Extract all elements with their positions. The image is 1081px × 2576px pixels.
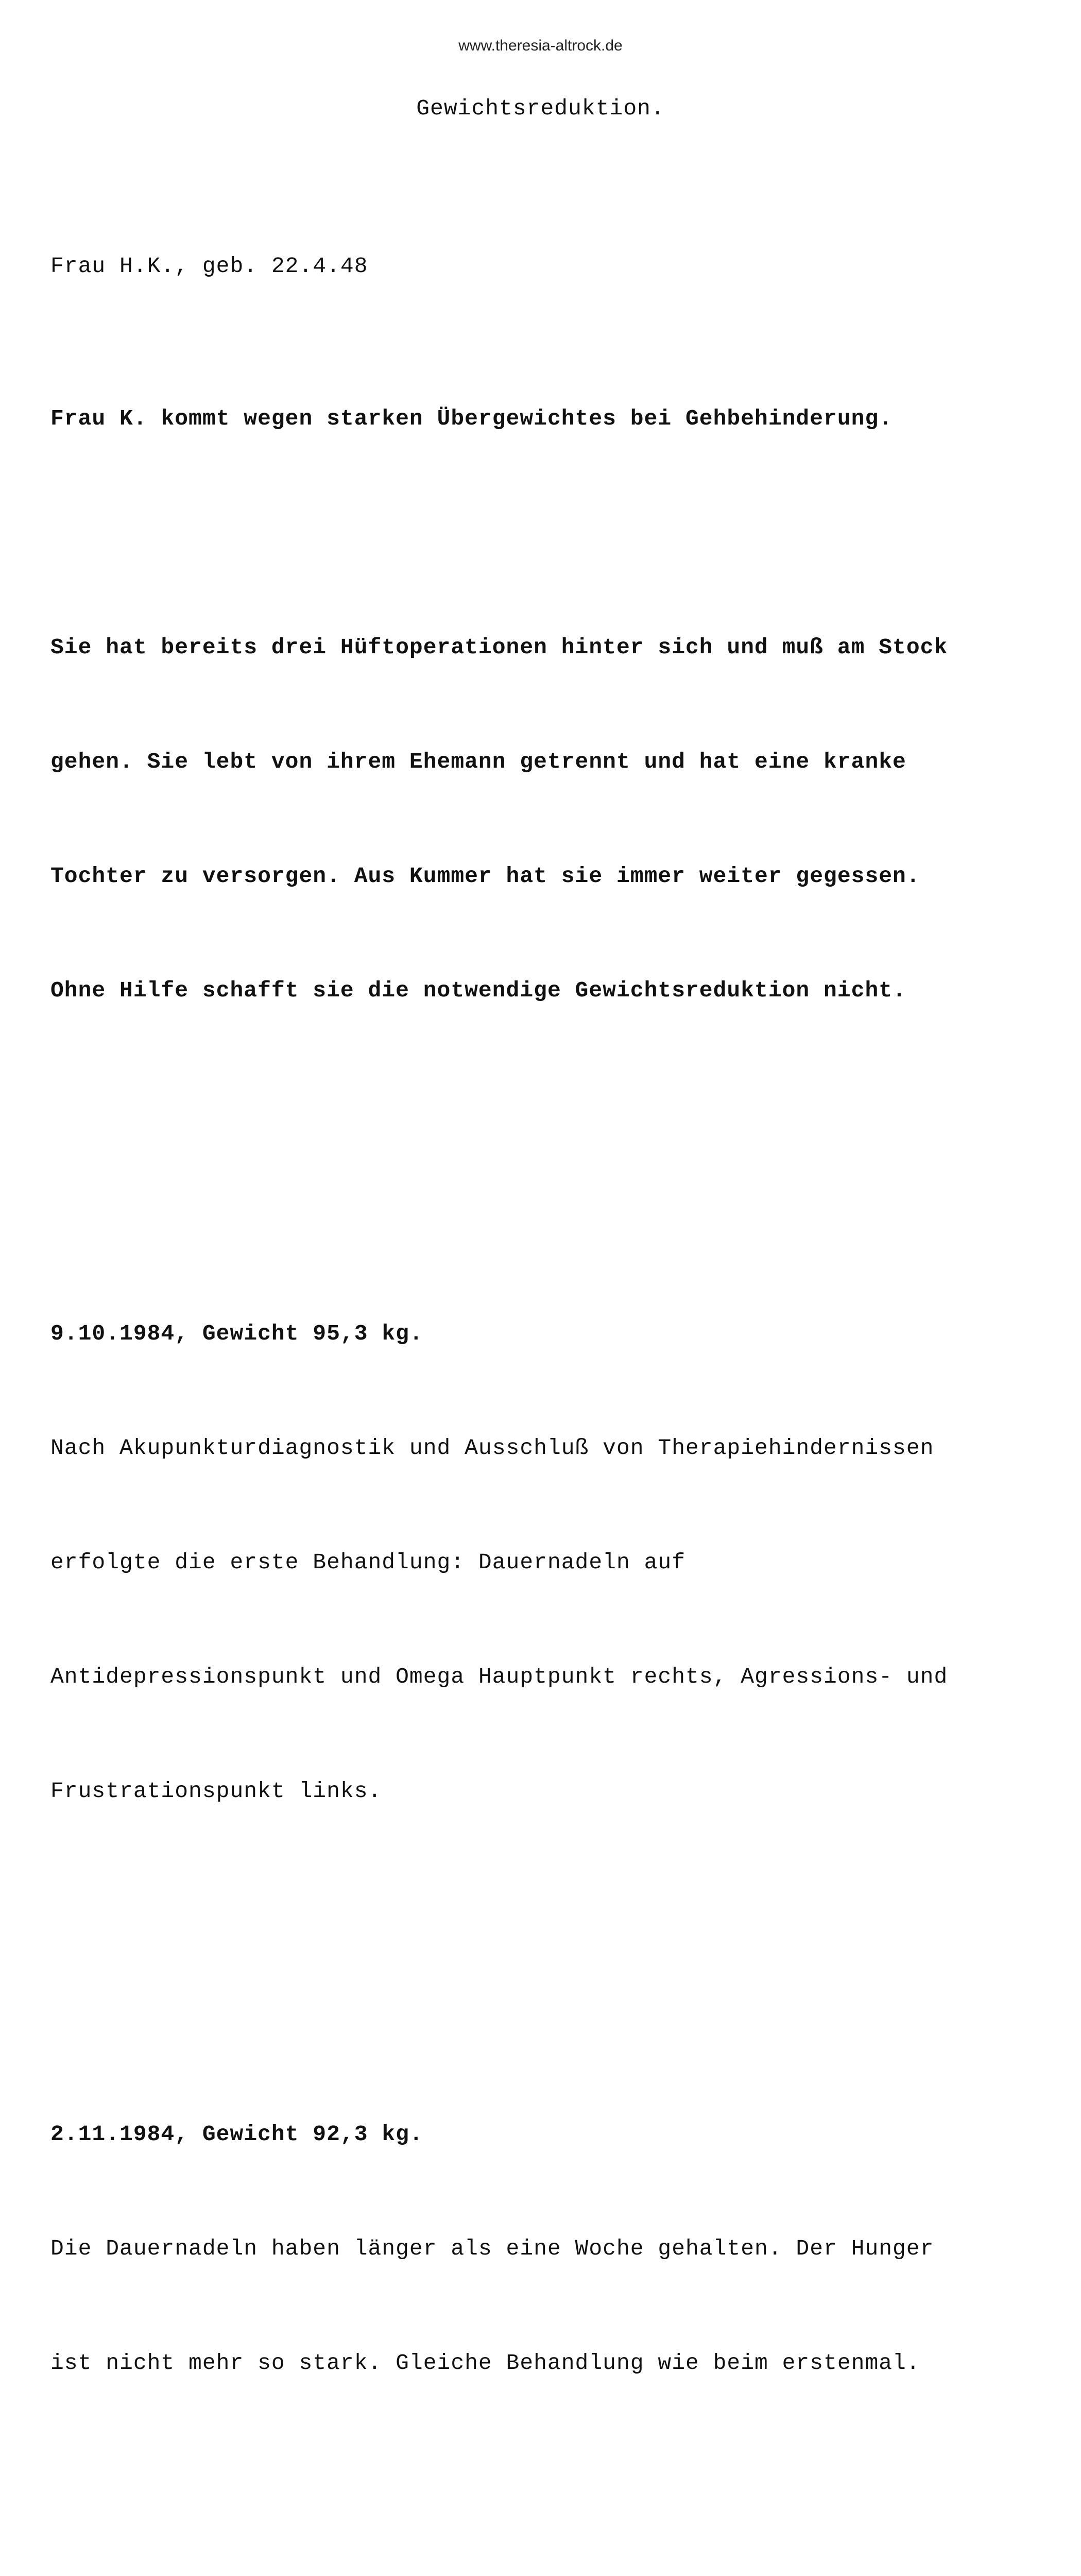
entry-line: erfolgte die erste Behandlung: Dauernadeln auf (50, 1550, 685, 1575)
document-title: Gewichtsreduktion. (416, 96, 665, 121)
entry-line: Frustrationspunkt links. (50, 1778, 382, 1804)
treatment-entry (50, 1239, 1060, 1887)
entry-heading: 9.10.1984, Gewicht 95,3 kg. (50, 1321, 423, 1346)
treatment-entry (50, 2039, 1060, 2459)
history-line: Ohne Hilfe schafft sie die notwendige Gewichtsreduktion nicht. (50, 978, 906, 1003)
history-line: gehen. Sie lebt von ihrem Ehemann getrennt und hat eine kranke (50, 749, 906, 774)
entry-line: Antidepressionspunkt und Omega Hauptpunkt rechts, Agressions- und (50, 1664, 948, 1689)
history-line: Sie hat bereits drei Hüftoperationen hinter sich und muß am Stock (50, 635, 948, 660)
patient-history (50, 552, 1060, 1086)
entry-line: Nach Akupunkturdiagnostik und Ausschluß von Therapiehindernissen (50, 1435, 934, 1461)
site-url: www.theresia-altrock.de (458, 37, 623, 54)
patient-info: Frau H.K., geb. 22.4.48 (50, 253, 368, 279)
visit-reason: Frau K. kommt wegen starken Übergewichtes bei Gehbehinderung. (50, 406, 893, 431)
entry-line: Die Dauernadeln haben länger als eine Woche gehalten. Der Hunger (50, 2236, 934, 2261)
history-line: Tochter zu versorgen. Aus Kummer hat sie immer weiter gegessen. (50, 863, 920, 889)
document-body (50, 171, 1060, 2576)
entry-line: ist nicht mehr so stark. Gleiche Behandlung wie beim erstenmal. (50, 2350, 920, 2376)
entry-heading: 2.11.1984, Gewicht 92,3 kg. (50, 2122, 423, 2147)
